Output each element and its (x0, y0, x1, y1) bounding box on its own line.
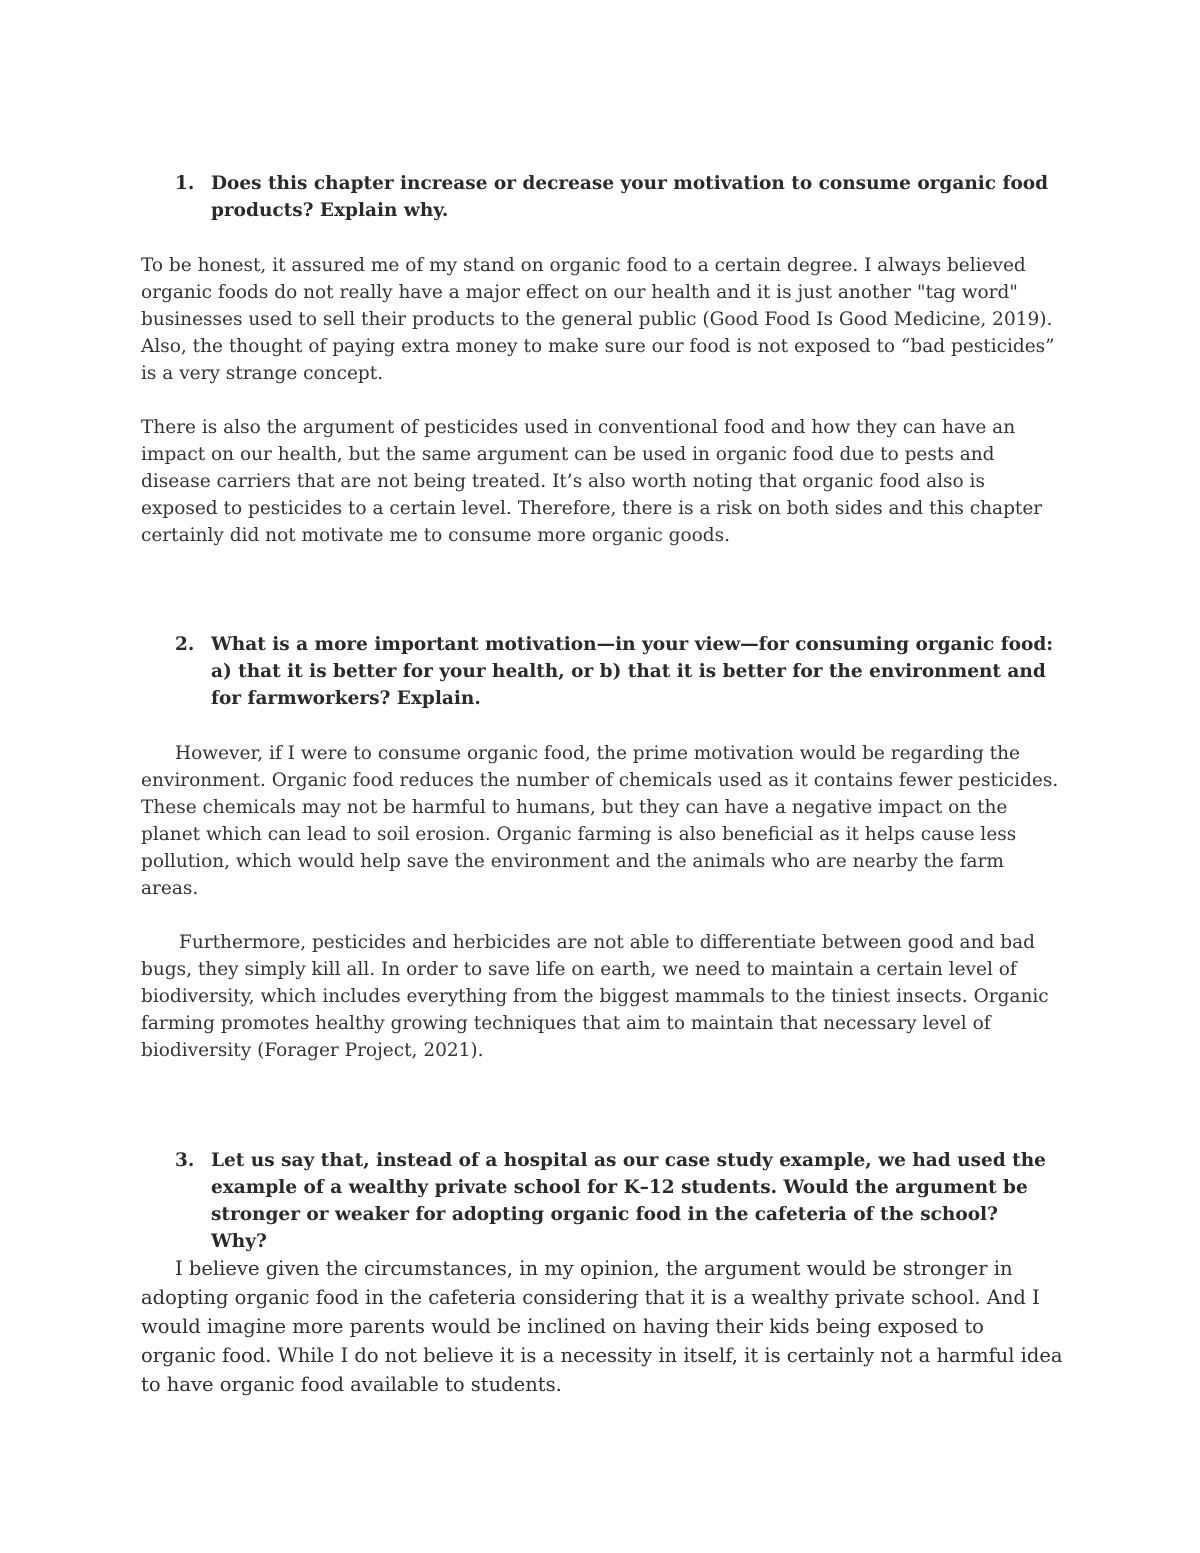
question-text: Does this chapter increase or decrease your motivation to consume organic food products? Explain why. (211, 173, 1049, 221)
answer-1-paragraph-2: There is also the argument of pesticides used in conventional food and how they can have an impact on our health, but the same argument can be used in organic food due to pests and disease carriers that are not being treated. It’s also worth noting that organic food also is exposed to pesticides to a certain level. Therefore, there is a risk on both sides and this chapter certainly did not motivate me to consume more organic goods. (141, 417, 1043, 546)
question-number: 1. (175, 173, 195, 194)
question-number: 3. (175, 1150, 195, 1171)
question-number: 2. (175, 634, 195, 655)
question-text: Let us say that, instead of a hospital as our case study example, we had used the example of a wealthy private school for K–12 students. Would the argument be stronger or weaker for adopting organic food in the cafeteria of the school? Why? (211, 1150, 1046, 1252)
question-1 (175, 170, 1055, 224)
answer-1-paragraph-1: To be honest, it assured me of my stand on organic food to a certain degree. I always believed organic foods do not really have a major effect on our health and it is just another "tag word" businesses used to sell their products to the general public (Good Food Is Good Medicine, 2019). Also, the thought of paying extra money to make sure our food is not exposed to “bad pesticides” is a very strange concept. (141, 255, 1055, 384)
question-2 (175, 631, 1055, 712)
question-3 (175, 1147, 1055, 1255)
question-text: What is a more important motivation—in your view—for consuming organic food: a) that it is better for your health, or b) that it is better for the environment and for farmworkers? Explain. (211, 634, 1054, 709)
answer-2-paragraph-1: However, if I were to consume organic food, the prime motivation would be regarding the environment. Organic food reduces the number of chemicals used as it contains fewer pesticides. These chemicals may not be harmful to humans, but they can have a negative impact on the planet which can lead to soil erosion. Organic farming is also beneficial as it helps cause less pollution, which would help save the environment and the animals who are nearby the farm areas. (141, 743, 1059, 899)
answer-2-paragraph-2: Furthermore, pesticides and herbicides are not able to differentiate between good and bad bugs, they simply kill all. In order to save life on earth, we need to maintain a certain level of biodiversity, which includes everything from the biggest mammals to the tiniest insects. Organic farming promotes healthy growing techniques that aim to maintain that necessary level of biodiversity (Forager Project, 2021). (141, 932, 1049, 1061)
answer-3-paragraph-1: I believe given the circumstances, in my opinion, the argument would be stronger in adopting organic food in the cafeteria considering that it is a wealthy private school. And I would imagine more parents would be inclined on having their kids being exposed to organic food. While I do not believe it is a necessity in itself, it is certainly not a harmful idea to have organic food available to students. (141, 1257, 1063, 1396)
